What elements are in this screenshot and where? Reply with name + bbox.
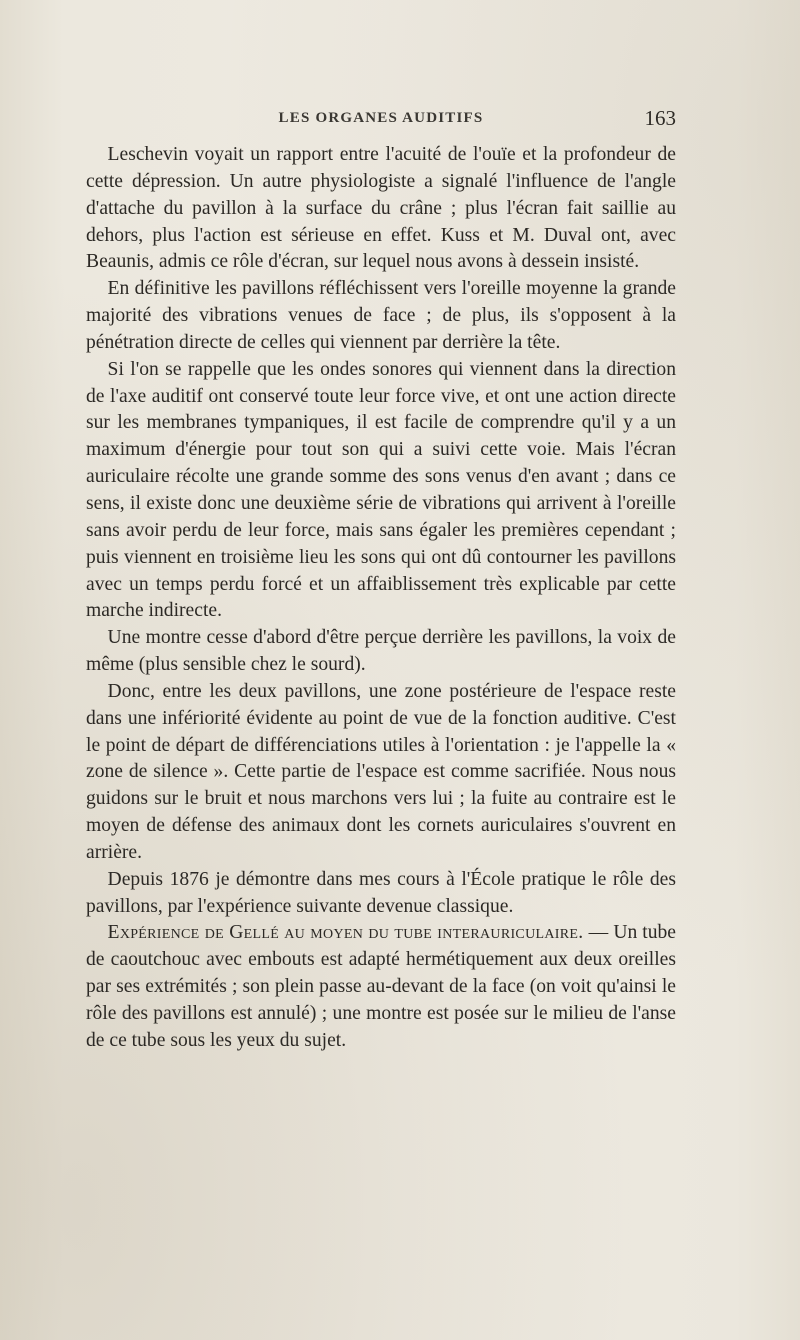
experiment-heading: Expérience de Gellé au moyen du tube interauriculaire. —	[107, 922, 609, 944]
paragraph	[86, 920, 676, 1054]
page-number: 163	[644, 106, 676, 130]
page-header	[86, 106, 676, 136]
body-text	[86, 142, 676, 1055]
paragraph	[86, 867, 676, 921]
paragraph-text: En définitive les pavillons réfléchissent vers l'oreille moyenne la grande majorité des vibrations venues de face ; de plus, ils s'opposent à la pénétration directe de celles qui viennent par derrière la tête.	[86, 278, 676, 353]
paragraph-text: Donc, entre les deux pavillons, une zone postérieure de l'espace reste dans une infériorité évidente au point de vue de la fonction auditive. C'est le point de départ de différenciations utiles à l'orientation : je l'appelle la « zone de silence ». Cette partie de l'espace est comme sacrifiée. Nous nous guidons sur le bruit et nous marchons vers lui ; la fuite au contraire est le moyen de défense des animaux dont les cornets auriculaires s'ouvrent en arrière.	[86, 680, 676, 863]
paragraph-text: Un tube de caoutchouc avec embouts est adapté hermétiquement aux deux oreilles par ses extrémités ; son plein passe au-devant de la face (on voit qu'ainsi le rôle des pavillons est annulé) ; une montre est posée sur le milieu de l'anse de ce tube sous les yeux du sujet.	[86, 922, 676, 1051]
paragraph-text: Depuis 1876 je démontre dans mes cours à l'École pratique le rôle des pavillons, par l'expérience suivante devenue classique.	[86, 868, 676, 917]
paragraph	[86, 679, 676, 867]
paragraph-text: Une montre cesse d'abord d'être perçue derrière les pavillons, la voix de même (plus sensible chez le sourd).	[86, 627, 676, 676]
paragraph	[86, 357, 676, 625]
running-title: LES ORGANES AUDITIFS	[278, 110, 484, 126]
paragraph	[86, 276, 676, 357]
paragraph	[86, 142, 676, 276]
paragraph-text: Leschevin voyait un rapport entre l'acuité de l'ouïe et la profondeur de cette dépression. Un autre physiologiste a signalé l'influence de l'angle d'attache du pavillon à la surface du crâne ; plus l'écran fait saillie au dehors, plus l'action est sérieuse en effet. Kuss et M. Duval ont, avec Beaunis, admis ce rôle d'écran, sur lequel nous avons à dessein insisté.	[86, 144, 676, 273]
paragraph-text: Si l'on se rappelle que les ondes sonores qui viennent dans la direction de l'axe auditif ont conservé toute leur force vive, et ont une action directe sur les membranes tympaniques, il est facile de comprendre qu'il y a un maximum d'énergie pour tout son qui a suivi cette voie. Mais l'écran auriculaire récolte une grande somme des sons venus d'en avant ; dans ce sens, il existe donc une deuxième série de vibrations qui arrivent à l'oreille sans avoir perdu de leur force, mais sans égaler les premières cependant ; puis viennent en troisième lieu les sons qui ont dû contourner les pavillons avec un temps perdu forcé et un affaiblissement très explicable par cette marche indirecte.	[86, 358, 676, 622]
paragraph	[86, 625, 676, 679]
